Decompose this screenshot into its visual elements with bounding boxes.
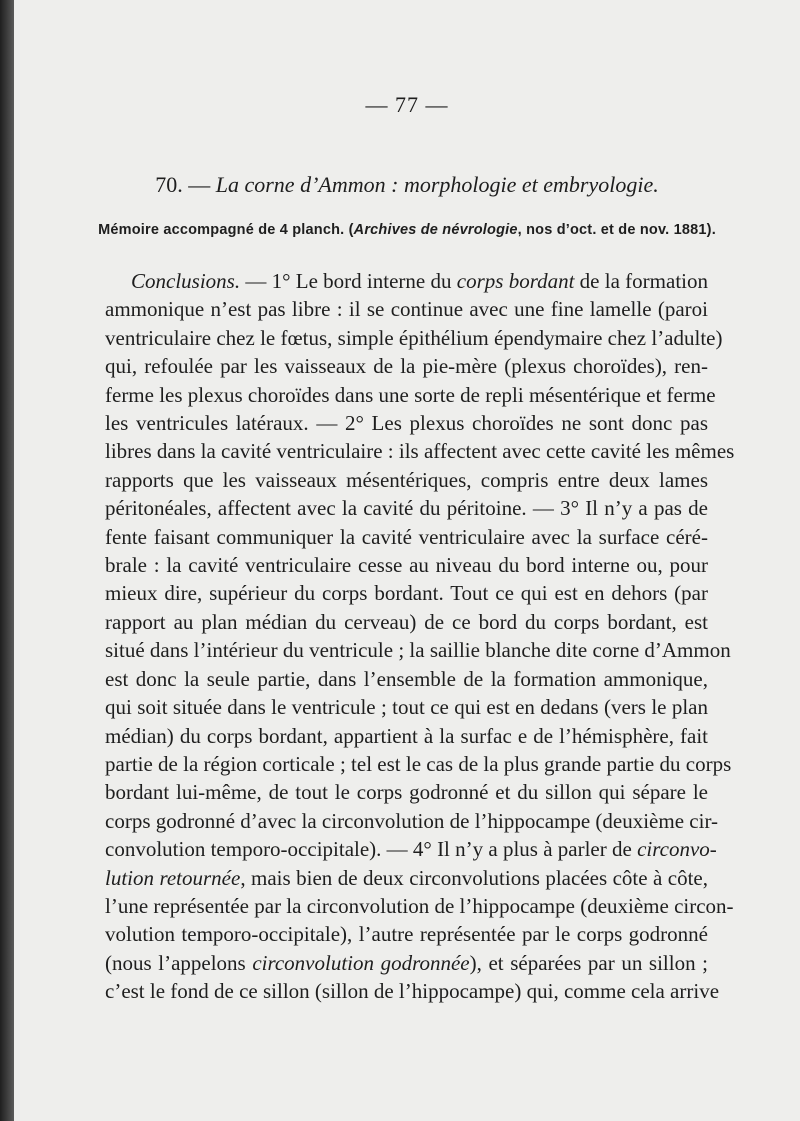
body-text: est donc la seule partie, dans l’ensemble de la formation ammonique, [105,666,708,691]
body-italic-text: lution retournée [105,865,241,890]
body-text: ammonique n’est pas libre : il se continue avec une fine lamelle (paroi [105,297,708,322]
section-title-text: La corne d’Ammon : morphologie et embryologie. [215,172,659,197]
body-line [105,437,735,465]
body-text: rapport au plan médian du cerveau) de ce bord du corps bordant, est [105,609,708,634]
body-text: médian) du corps bordant, appartient à la surfac e de l’hémisphère, fait [105,723,708,748]
body-text: corps godronné d’avec la circonvolution de l’hippocampe (deuxième cir- [105,808,719,833]
body-text: ventriculaire chez le fœtus, simple épithélium épendymaire chez l’adulte) [105,325,723,350]
body-line [105,523,708,551]
subtitle-prefix: Mémoire accompagné de 4 planch. ( [98,222,354,238]
body-line [105,352,708,380]
body-line [105,608,708,636]
body-text: bordant lui-même, de tout le corps godronné et du sillon qui sépare le [105,780,708,805]
body-line [105,807,719,835]
body-text: ), et séparées par un sillon ; [469,950,708,975]
body-text: c’est le fond de ce sillon (sillon de l’hippocampe) qui, comme cela arrive [105,979,720,1004]
body-text: (nous l’appelons [105,950,253,975]
body-line [105,295,708,323]
body-text: , mais bien de deux circonvolutions placées côte à côte, [240,865,708,890]
body-text: libres dans la cavité ventriculaire : ils affectent avec cette cavité les mêmes [105,439,735,464]
body-italic-text: circonvo- [637,837,717,862]
page-binding-edge [0,0,14,1121]
body-text: convolution temporo-occipitale). — 4° Il n’y a plus à parler de [105,837,638,862]
body-line [105,409,708,437]
body-text: fente faisant communiquer la cavité ventriculaire avec la surface céré- [105,524,708,549]
body-line [105,892,734,920]
body-italic-text: circonvolution godronnée [252,950,470,975]
body-text: qui, refoulée par les vaisseaux de la pie-mère (plexus choroïdes), ren- [105,354,708,379]
section-number: 70. — [155,172,211,197]
body-line [105,579,708,607]
body-text: volution temporo-occipitale), l’autre représentée par le corps godronné [105,922,708,947]
body-italic-text: corps bordant [456,269,575,293]
subtitle-journal: Archives de névrologie [353,222,518,238]
body-line [105,920,708,948]
body-line [105,636,731,664]
body-text: brale : la cavité ventriculaire cesse au niveau du bord interne ou, pour [105,553,708,578]
body-text: ferme les plexus choroïdes dans une sorte de repli mésentérique et ferme [105,382,716,407]
body-line [105,722,708,750]
body-line [105,835,717,863]
section-subtitle [14,222,800,238]
body-line [105,750,732,778]
page-number: — 77 — [365,92,449,117]
subtitle-suffix: , nos d’oct. et de nov. 1881). [517,222,716,238]
body-text: partie de la région corticale ; tel est le cas de la plus grande partie du corps [105,751,732,776]
body-line [105,324,723,352]
body-line [105,381,716,409]
body-line [105,551,708,579]
body-line [105,494,708,522]
body-line [105,665,708,693]
body-text: — 1° Le bord interne du [240,269,457,293]
body-text: les ventricules latéraux. — 2° Les plexus choroïdes ne sont donc pas [105,411,708,436]
body-line [105,864,708,892]
body-text: mieux dire, supérieur du corps bordant. Tout ce qui est en dehors (par [105,581,708,606]
body-line [105,693,708,721]
body-line [105,267,708,295]
body-line [105,949,708,977]
section-title [14,172,800,198]
body-line [105,466,708,494]
body-text: péritonéales, affectent avec la cavité du péritoine. — 3° Il n’y a pas de [105,496,708,521]
document-page [14,0,800,1121]
body-paragraph [105,267,735,1006]
body-text: rapports que les vaisseaux mésentériques, compris entre deux lames [105,467,708,492]
body-line [105,977,720,1005]
body-line [105,778,708,806]
body-text: qui soit située dans le ventricule ; tout ce qui est en dedans (vers le plan [105,695,708,720]
body-text: de la formation [574,269,708,293]
body-text: situé dans l’intérieur du ventricule ; la saillie blanche dite corne d’Ammon [105,638,731,663]
body-italic-text: Conclusions. [131,269,241,293]
body-text: l’une représentée par la circonvolution de l’hippocampe (deuxième circon- [105,893,734,918]
